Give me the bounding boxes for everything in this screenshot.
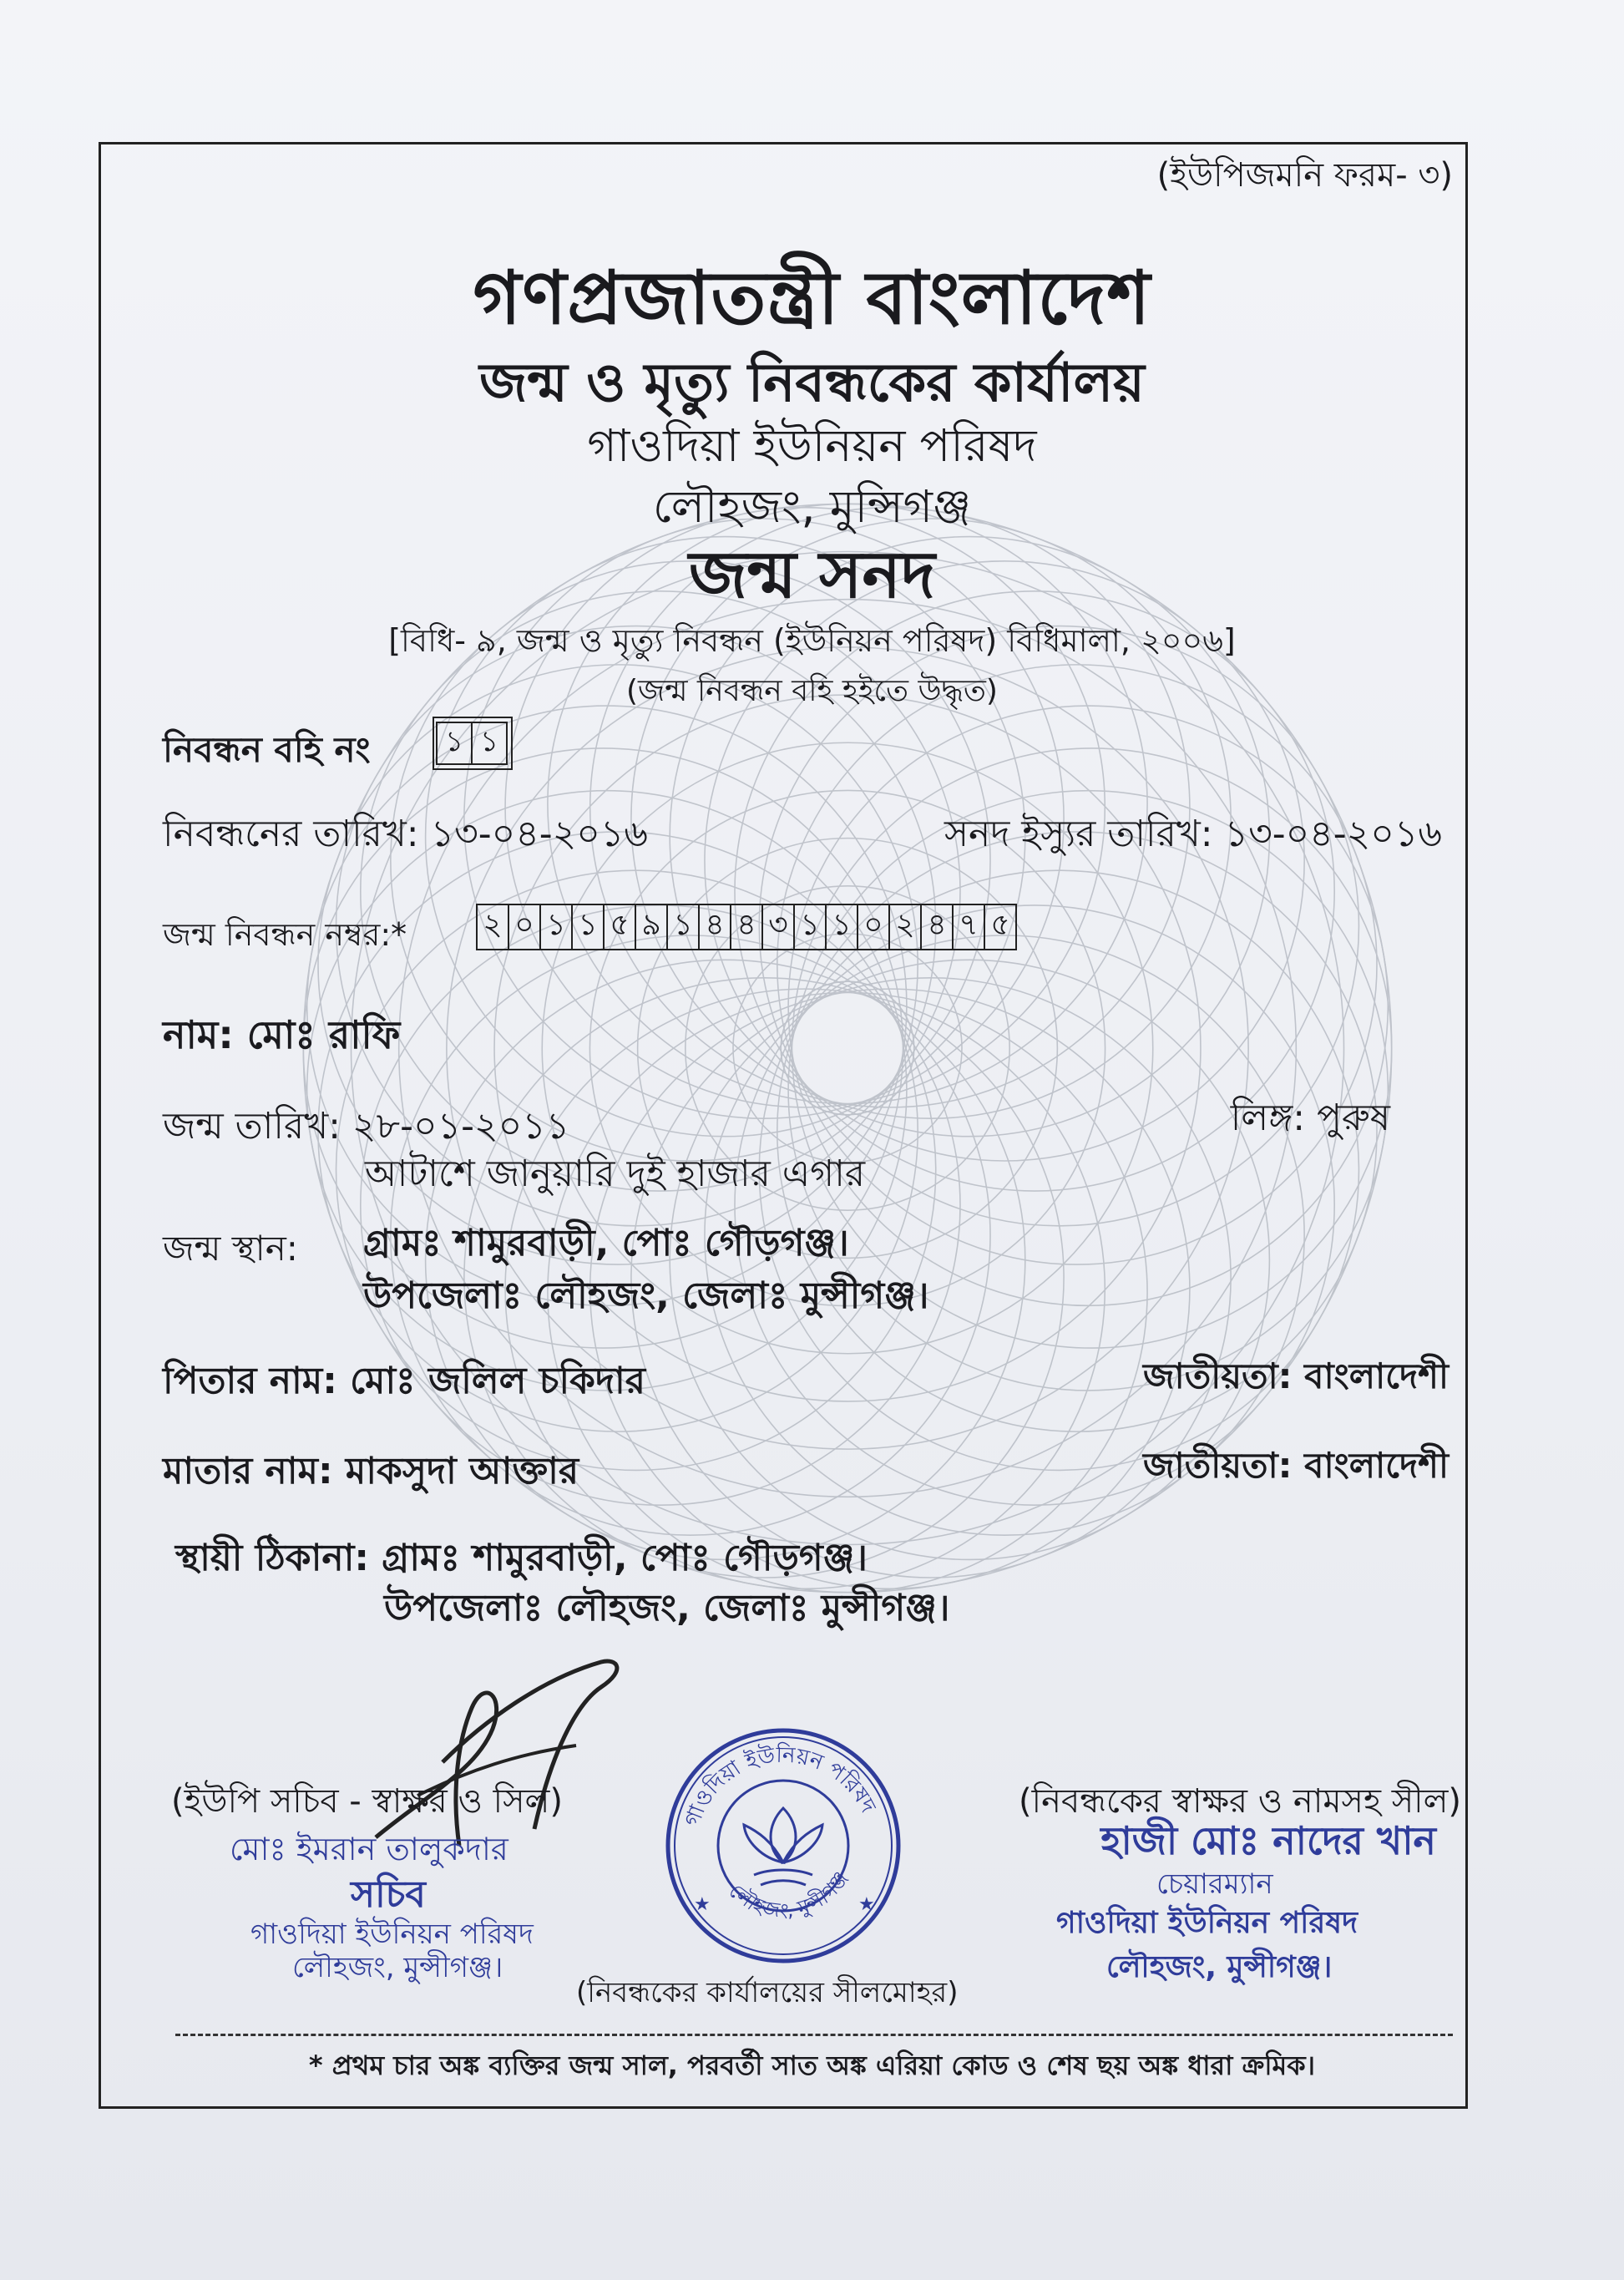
secretary-title: সচিব	[351, 1873, 426, 1916]
registrar-title: চেয়ারম্যান	[1156, 1867, 1273, 1901]
book-number-digit: ১	[436, 722, 473, 765]
reg-number-digit: ৯	[635, 904, 668, 950]
date-of-birth-words: আটাশে জানুয়ারি দুই হাজার এগার	[365, 1153, 866, 1195]
union-name: গাওদিয়া ইউনিয়ন পরিষদ	[587, 419, 1037, 472]
reg-number-digit: ৪	[698, 904, 731, 950]
permanent-address-line2: উপজেলাঃ লৌহজং, জেলাঃ মুন্সীগঞ্জ।	[384, 1587, 950, 1629]
sex: লিঙ্গ: পুরুষ	[1230, 1097, 1390, 1139]
location: লৌহজং, মুন্সিগঞ্জ	[652, 480, 972, 533]
father-nationality: জাতীয়তা: বাংলাদেশী	[1142, 1355, 1449, 1396]
document-title: জন্ম সনদ	[688, 538, 936, 613]
mother-name: মাতার নাম: মাকসুদা আক্তার	[163, 1450, 579, 1492]
book-number-digit: ১	[471, 722, 508, 765]
book-number-boxes	[433, 717, 513, 770]
mother-nationality: জাতীয়তা: বাংলাদেশী	[1142, 1445, 1449, 1486]
secretary-office: গাওদিয়া ইউনিয়ন পরিষদ	[250, 1918, 534, 1951]
reg-number-boxes	[478, 904, 1017, 950]
secretary-caption: (ইউপি সচিব - স্বাক্ষর ও সিল)	[171, 1782, 563, 1821]
footnote-divider	[175, 2034, 1453, 2036]
reg-number-digit: ২	[888, 904, 922, 950]
svg-text:লৌহজং, মুন্সীগঞ্জ: লৌহজং, মুন্সীগঞ্জ	[724, 1867, 853, 1923]
reg-number-digit: ৪	[920, 904, 954, 950]
svg-text:★: ★	[858, 1894, 875, 1915]
secretary-place: লৌহজং, মুন্সীগঞ্জ।	[292, 1951, 503, 1984]
issue-date: সনদ ইস্যুর তারিখ: ১৩-০৪-২০১৬	[944, 813, 1442, 855]
registration-date: নিবন্ধনের তারিখ: ১৩-০৪-২০১৬	[163, 813, 649, 855]
birth-place-line2: উপজেলাঃ লৌহজং, জেলাঃ মুন্সীগঞ্জ।	[363, 1274, 929, 1317]
date-of-birth: জন্ম তারিখ: ২৮-০১-২০১১	[163, 1105, 570, 1148]
birth-place-line1: গ্রামঃ শামুরবাড়ী, পোঃ গৌড়গঞ্জ।	[363, 1222, 849, 1264]
father-name: পিতার নাম: মোঃ জলিল চকিদার	[163, 1360, 645, 1402]
registrar-name: হাজী মোঃ নাদের খান	[1100, 1818, 1436, 1863]
country-title: গণপ্রজাতন্ত্রী বাংলাদেশ	[473, 255, 1151, 341]
office-title: জন্ম ও মৃত্যু নিবন্ধকের কার্যালয়	[479, 352, 1145, 414]
footnote: * প্রথম চার অঙ্ক ব্যক্তির জন্ম সাল, পরবর্তী সাত অঙ্ক এরিয়া কোড ও শেষ ছয় অঙ্ক ধারা ক্রমিক।	[308, 2049, 1316, 2081]
reg-number-digit: ৩	[761, 904, 795, 950]
reg-number-digit: ১	[571, 904, 605, 950]
reg-number-digit: ১	[666, 904, 700, 950]
permanent-address-line1: স্থায়ী ঠিকানা: গ্রামঃ শামুরবাড়ী, পোঃ গৌড়গঞ্জ।	[175, 1537, 868, 1579]
reg-number-digit: ০	[508, 904, 541, 950]
reg-number-digit: ১	[793, 904, 827, 950]
registrar-place: লৌহজং, মুন্সীগঞ্জ।	[1106, 1950, 1333, 1984]
registrar-office: গাওদিয়া ইউনিয়ন পরিষদ	[1056, 1906, 1358, 1940]
reg-number-digit: ০	[857, 904, 890, 950]
reg-number-digit: ৫	[984, 904, 1017, 950]
rule-reference: [বিধি- ৯, জন্ম ও মৃত্যু নিবন্ধন (ইউনিয়ন পরিষদ) বিধিমালা, ২০০৬]	[388, 622, 1236, 659]
reg-number-label: জন্ম নিবন্ধন নম্বর:*	[163, 916, 407, 953]
svg-text:গাওদিয়া ইউনিয়ন পরিষদ: গাওদিয়া ইউনিয়ন পরিষদ	[680, 1742, 881, 1831]
reg-number-digit: ২	[476, 904, 509, 950]
extract-note: (জন্ম নিবন্ধন বহি হইতে উদ্ধৃত)	[626, 674, 998, 708]
book-number-label: নিবন্ধন বহি নং	[163, 729, 371, 770]
secretary-name: মোঃ ইমরান তালুকদার	[230, 1831, 508, 1867]
reg-number-digit: ১	[825, 904, 858, 950]
reg-number-digit: ১	[539, 904, 573, 950]
reg-number-digit: ৪	[730, 904, 763, 950]
registrar-caption: (নিবন্ধকের স্বাক্ষর ও নামসহ সীল)	[1019, 1782, 1461, 1821]
svg-text:★: ★	[694, 1894, 711, 1915]
seal-caption: (নিবন্ধকের কার্যালয়ের সীলমোহর)	[576, 1976, 959, 2009]
form-code: (ইউপিজমনি ফরম- ৩)	[1156, 156, 1453, 195]
office-seal	[662, 1725, 904, 1967]
birth-place-label: জন্ম স্থান:	[163, 1228, 298, 1269]
reg-number-digit: ৭	[952, 904, 985, 950]
child-name: নাম: মোঃ রাফি	[163, 1012, 401, 1057]
reg-number-digit: ৫	[603, 904, 636, 950]
